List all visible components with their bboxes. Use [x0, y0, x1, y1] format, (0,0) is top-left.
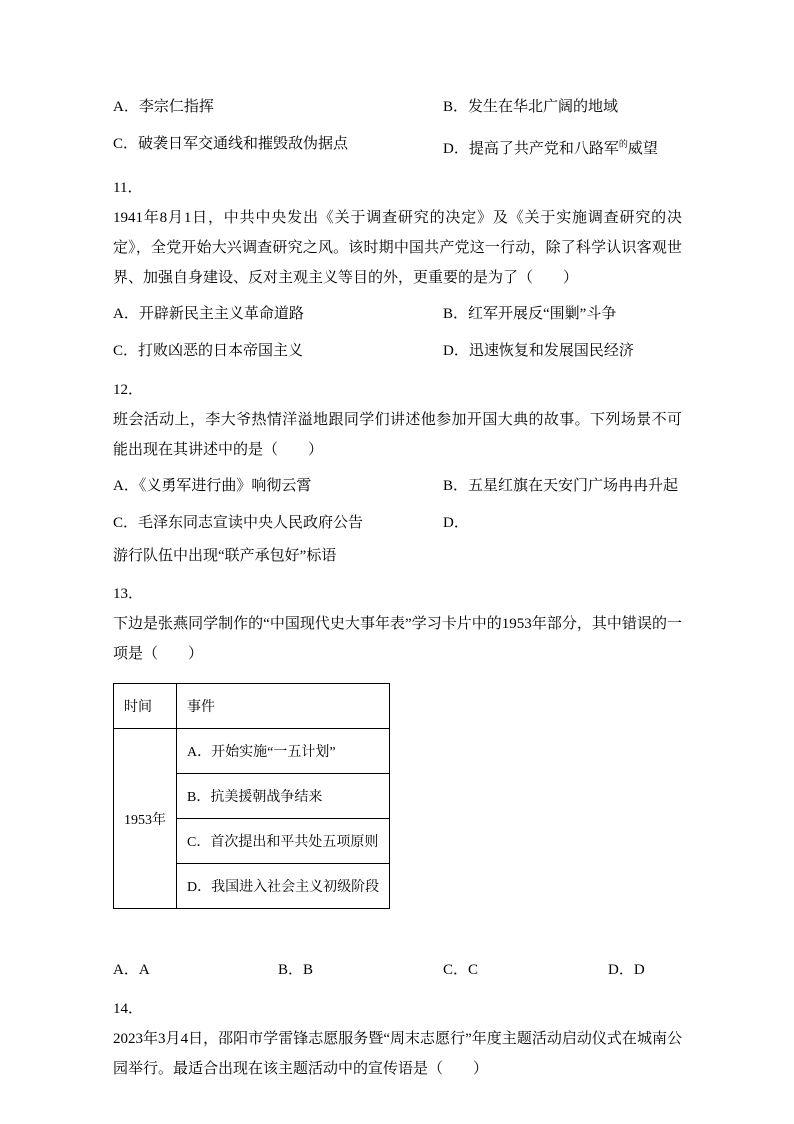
- q12-option-d-overflow: 游行队伍中出现“联产承包好”标语: [113, 548, 337, 564]
- q13-answer-b: B．B: [278, 962, 314, 978]
- q13-answer-d: D．D: [608, 962, 645, 978]
- q11-number: 11．: [113, 180, 143, 196]
- table-header-row: [114, 684, 390, 729]
- table-header-event: 事件: [177, 684, 390, 729]
- q13-answer-a: A．A: [113, 962, 150, 978]
- q11-option-b: B．红军开展反“围剿”斗争: [443, 306, 617, 322]
- q13-answer-c: C．C: [443, 962, 479, 978]
- q10-option-d: [443, 129, 682, 165]
- q14-number: 14．: [113, 1001, 144, 1017]
- q12-option-a: A．《义勇军进行曲》响彻云霄: [113, 478, 312, 494]
- q12-stem: 班会活动上，李大爷热情洋溢地跟同学们讲述他参加开国大典的故事。下列场景不可能出现在其讲述中的是（ ）: [113, 412, 682, 458]
- q10-options-row-1: [113, 92, 682, 123]
- table-header-time: 时间: [114, 684, 177, 729]
- q13-event-table: [113, 683, 390, 909]
- q11-stem: 1941年8月1日，中共中央发出《关于调查研究的决定》及《关于实施调查研究的决定》，全党开始大兴调查研究之风。该时期中国共产党这一行动，除了科学认识客观世界、加强自身建设、反对主观主义等目的外，更重要的是为了（ ）: [113, 210, 682, 286]
- table-row: [114, 729, 390, 774]
- q10-option-d-superscript: 的: [618, 139, 628, 149]
- q10-options-row-2: [113, 129, 682, 165]
- q11-option-d: D．迅速恢复和发展国民经济: [443, 343, 634, 359]
- table-cell-event-a: A．开始实施“一五计划”: [177, 729, 390, 774]
- q12-options-row-1: [113, 471, 682, 502]
- q11-options-row-2: [113, 336, 682, 367]
- q12-option-b: B．五星红旗在天安门广场冉冉升起: [443, 478, 679, 494]
- q11-option-a: A．开辟新民主主义革命道路: [113, 306, 304, 322]
- q12-number: 12．: [113, 382, 144, 398]
- table-cell-event-b: B．抗美援朝战争结来: [177, 774, 390, 819]
- q12-option-c: C．毛泽东同志宣读中央人民政府公告: [113, 515, 364, 531]
- table-cell-year: 1953年: [114, 729, 177, 909]
- q11-option-c: C．打败凶恶的日本帝国主义: [113, 343, 304, 359]
- table-cell-event-d: D．我国进入社会主义初级阶段: [177, 864, 390, 909]
- q12-option-d-label: D．: [443, 515, 469, 531]
- q10-option-d-tail: 威望: [627, 141, 658, 157]
- q10-option-a: A．李宗仁指挥: [113, 99, 214, 115]
- q10-option-c: C．破袭日军交通线和摧毁敌伪据点: [113, 136, 349, 152]
- q11-options-row-1: [113, 299, 682, 330]
- q14-stem: 2023年3月4日，邵阳市学雷锋志愿服务暨“周末志愿行”年度主题活动启动仪式在城南公园举行。最适合出现在该主题活动中的宣传语是（ ）: [113, 1031, 682, 1077]
- q12-options-row-2: [113, 508, 682, 539]
- q13-answer-options: [113, 955, 682, 986]
- q10-option-d-text: D．提高了共产党和八路军: [443, 141, 619, 157]
- table-cell-event-c: C．首次提出和平共处五项原则: [177, 819, 390, 864]
- q10-option-b: B．发生在华北广阔的地域: [443, 99, 619, 115]
- q13-stem: 下边是张燕同学制作的“中国现代史大事年表”学习卡片中的1953年部分，其中错误的一项是（ ）: [113, 616, 682, 662]
- q13-number: 13．: [113, 586, 144, 602]
